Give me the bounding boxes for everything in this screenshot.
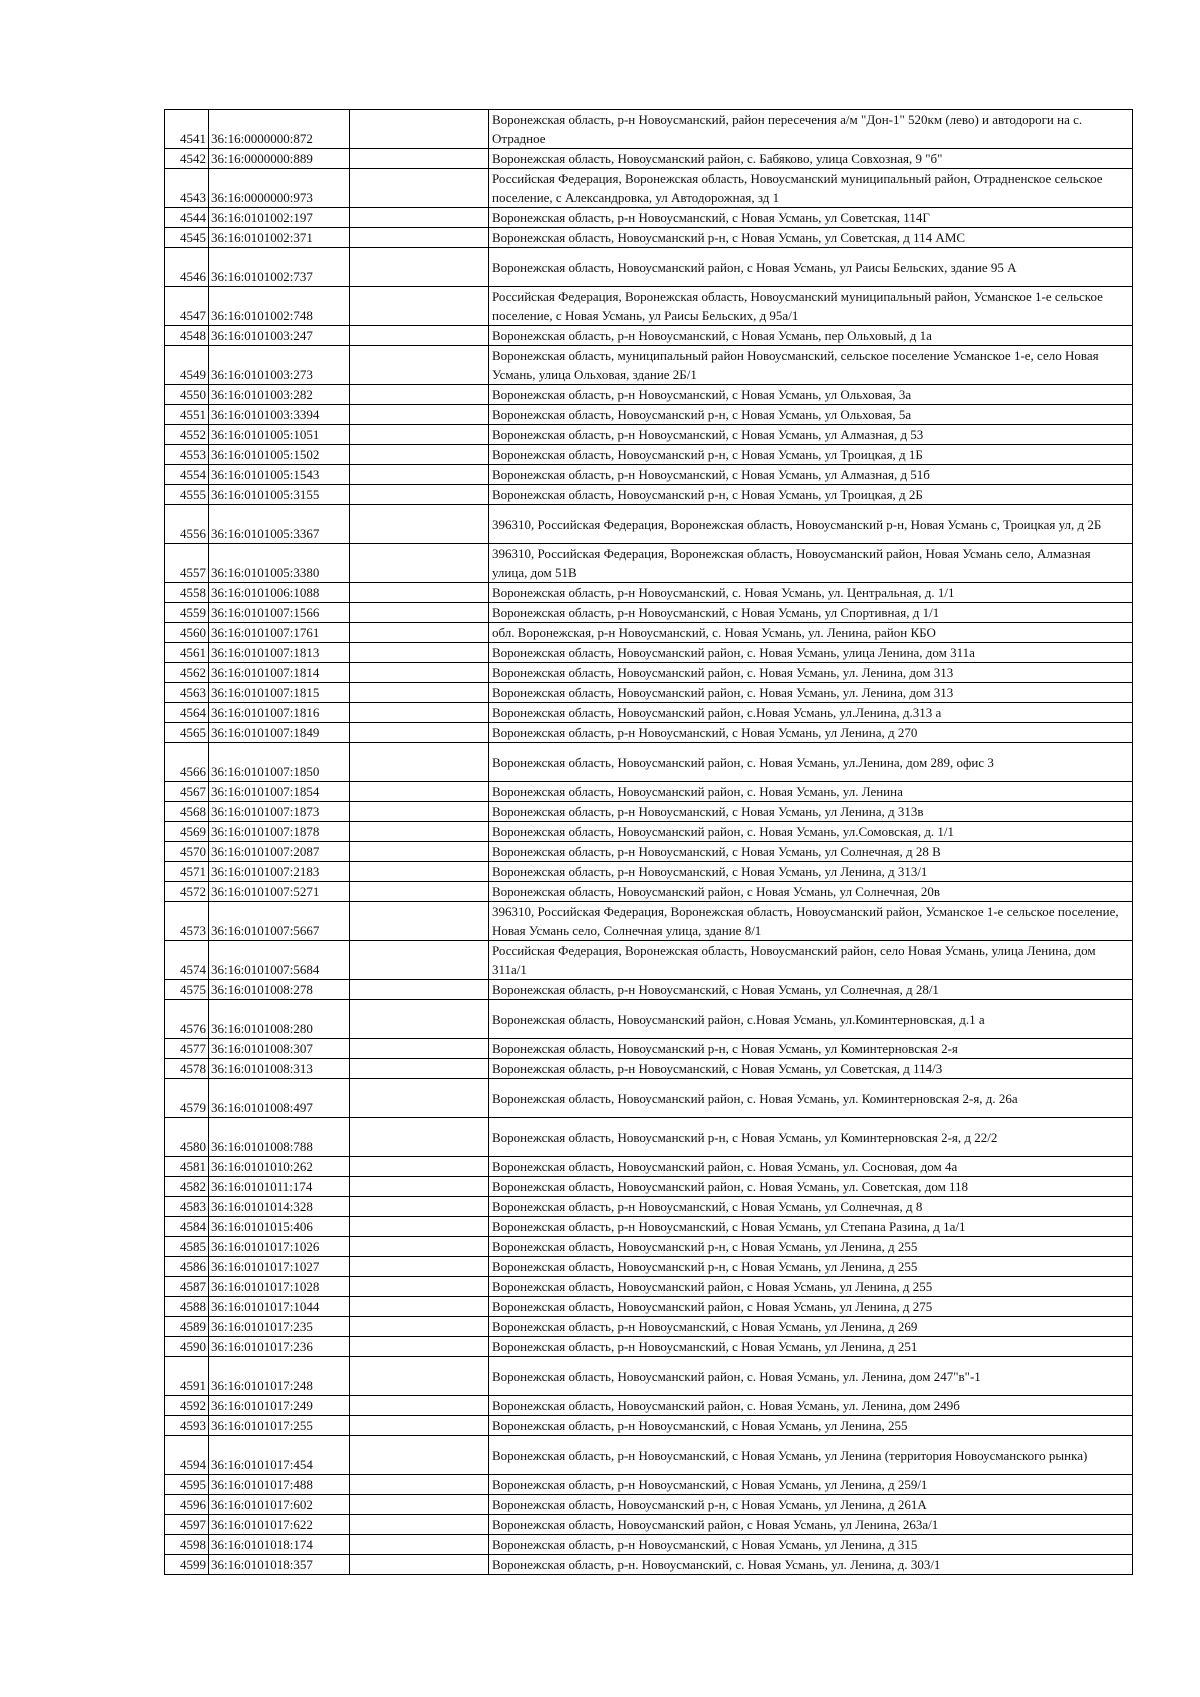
cadastral-number-cell: 36:16:0101003:247 xyxy=(209,326,350,346)
empty-cell xyxy=(350,842,489,862)
table-row xyxy=(165,1396,1133,1416)
empty-cell xyxy=(350,1436,489,1475)
cadastral-number-cell: 36:16:0101005:1543 xyxy=(209,465,350,485)
cadastral-number-cell: 36:16:0101002:737 xyxy=(209,248,350,287)
address-cell: Воронежская область, Новоусманский район, с Новая Усмань, ул Солнечная, 20в xyxy=(489,882,1133,902)
empty-cell xyxy=(350,544,489,583)
address-cell: Российская Федерация, Воронежская область, Новоусманский муниципальный район, Усманское 1-е сельское поселение, с Новая Усмань, ул Раисы Бельских, д 95а/1 xyxy=(489,287,1133,326)
address-cell: Воронежская область, Новоусманский район, с Новая Усмань, ул Раисы Бельских, здание 95 А xyxy=(489,248,1133,287)
row-number-cell: 4566 xyxy=(165,743,209,782)
address-cell: Воронежская область, р-н Новоусманский, с Новая Усмань, ул Ленина, д 269 xyxy=(489,1317,1133,1337)
address-cell: Воронежская область, Новоусманский р-н, с Новая Усмань, ул Троицкая, д 1Б xyxy=(489,445,1133,465)
row-number-cell: 4572 xyxy=(165,882,209,902)
empty-cell xyxy=(350,1000,489,1039)
cadastral-number-cell: 36:16:0101002:748 xyxy=(209,287,350,326)
row-number-cell: 4555 xyxy=(165,485,209,505)
row-number-cell: 4561 xyxy=(165,643,209,663)
cadastral-number-cell: 36:16:0101007:5667 xyxy=(209,902,350,941)
cadastral-number-cell: 36:16:0101007:1854 xyxy=(209,782,350,802)
empty-cell xyxy=(350,425,489,445)
address-cell: Воронежская область, Новоусманский р-н, с Новая Усмань, ул Коминтерновская 2-я, д 22/2 xyxy=(489,1118,1133,1157)
empty-cell xyxy=(350,149,489,169)
empty-cell xyxy=(350,228,489,248)
table-row xyxy=(165,326,1133,346)
address-cell: Воронежская область, Новоусманский район, с. Новая Усмань, ул. Сосновая, дом 4а xyxy=(489,1157,1133,1177)
row-number-cell: 4574 xyxy=(165,941,209,980)
row-number-cell: 4557 xyxy=(165,544,209,583)
row-number-cell: 4543 xyxy=(165,169,209,208)
empty-cell xyxy=(350,1039,489,1059)
table-row xyxy=(165,1197,1133,1217)
row-number-cell: 4599 xyxy=(165,1555,209,1575)
row-number-cell: 4570 xyxy=(165,842,209,862)
row-number-cell: 4549 xyxy=(165,346,209,385)
empty-cell xyxy=(350,1217,489,1237)
cadastral-number-cell: 36:16:0101017:1028 xyxy=(209,1277,350,1297)
empty-cell xyxy=(350,1396,489,1416)
empty-cell xyxy=(350,723,489,743)
row-number-cell: 4565 xyxy=(165,723,209,743)
address-cell: Воронежская область, р-н. Новоусманский, с. Новая Усмань, ул. Ленина, д. 303/1 xyxy=(489,1555,1133,1575)
address-cell: Воронежская область, Новоусманский район, с. Новая Усмань, ул. Ленина, дом 249б xyxy=(489,1396,1133,1416)
table-row xyxy=(165,1495,1133,1515)
address-cell: Воронежская область, Новоусманский район, с Новая Усмань, ул Ленина, 263а/1 xyxy=(489,1515,1133,1535)
address-cell: Воронежская область, р-н Новоусманский, с Новая Усмань, ул Советская, 114Г xyxy=(489,208,1133,228)
address-cell: Воронежская область, Новоусманский р-н, с Новая Усмань, ул Ленина, д 261А xyxy=(489,1495,1133,1515)
address-cell: Российская Федерация, Воронежская область, Новоусманский район, село Новая Усмань, улица Ленина, дом 311а/1 xyxy=(489,941,1133,980)
row-number-cell: 4579 xyxy=(165,1079,209,1118)
cadastral-number-cell: 36:16:0101017:255 xyxy=(209,1416,350,1436)
address-cell: Воронежская область, р-н Новоусманский, с Новая Усмань, ул Солнечная, д 28 В xyxy=(489,842,1133,862)
row-number-cell: 4593 xyxy=(165,1416,209,1436)
row-number-cell: 4559 xyxy=(165,603,209,623)
empty-cell xyxy=(350,703,489,723)
property-register-table xyxy=(164,109,1133,1575)
empty-cell xyxy=(350,643,489,663)
empty-cell xyxy=(350,208,489,228)
cadastral-number-cell: 36:16:0101007:5684 xyxy=(209,941,350,980)
table-row xyxy=(165,110,1133,149)
table-row xyxy=(165,1000,1133,1039)
address-cell: Воронежская область, р-н Новоусманский, с Новая Усмань, ул Солнечная, д 8 xyxy=(489,1197,1133,1217)
address-cell: Воронежская область, Новоусманский район, с Новая Усмань, ул Ленина, д 255 xyxy=(489,1277,1133,1297)
table-row xyxy=(165,1118,1133,1157)
row-number-cell: 4580 xyxy=(165,1118,209,1157)
cadastral-number-cell: 36:16:0101010:262 xyxy=(209,1157,350,1177)
table-row xyxy=(165,1357,1133,1396)
cadastral-number-cell: 36:16:0101005:3380 xyxy=(209,544,350,583)
row-number-cell: 4568 xyxy=(165,802,209,822)
cadastral-number-cell: 36:16:0101017:248 xyxy=(209,1357,350,1396)
empty-cell xyxy=(350,346,489,385)
cadastral-number-cell: 36:16:0101005:1502 xyxy=(209,445,350,465)
empty-cell xyxy=(350,287,489,326)
table-row xyxy=(165,1277,1133,1297)
empty-cell xyxy=(350,505,489,544)
table-row xyxy=(165,1535,1133,1555)
row-number-cell: 4577 xyxy=(165,1039,209,1059)
cadastral-number-cell: 36:16:0101007:1816 xyxy=(209,703,350,723)
table-row xyxy=(165,822,1133,842)
row-number-cell: 4582 xyxy=(165,1177,209,1197)
cadastral-number-cell: 36:16:0101007:1815 xyxy=(209,683,350,703)
empty-cell xyxy=(350,980,489,1000)
table-row xyxy=(165,603,1133,623)
cadastral-number-cell: 36:16:0000000:973 xyxy=(209,169,350,208)
cadastral-number-cell: 36:16:0101002:371 xyxy=(209,228,350,248)
table-row xyxy=(165,1237,1133,1257)
row-number-cell: 4564 xyxy=(165,703,209,723)
cadastral-number-cell: 36:16:0101008:280 xyxy=(209,1000,350,1039)
table-row xyxy=(165,1555,1133,1575)
table-row xyxy=(165,346,1133,385)
empty-cell xyxy=(350,941,489,980)
table-row xyxy=(165,802,1133,822)
cadastral-number-cell: 36:16:0101017:235 xyxy=(209,1317,350,1337)
address-cell: Воронежская область, р-н Новоусманский, с Новая Усмань, ул Ольховая, 3а xyxy=(489,385,1133,405)
empty-cell xyxy=(350,1177,489,1197)
row-number-cell: 4556 xyxy=(165,505,209,544)
table-row xyxy=(165,723,1133,743)
row-number-cell: 4584 xyxy=(165,1217,209,1237)
cadastral-number-cell: 36:16:0101017:454 xyxy=(209,1436,350,1475)
address-cell: Воронежская область, Новоусманский район, с.Новая Усмань, ул.Коминтерновская, д.1 а xyxy=(489,1000,1133,1039)
table-row xyxy=(165,485,1133,505)
cadastral-number-cell: 36:16:0101003:3394 xyxy=(209,405,350,425)
cadastral-number-cell: 36:16:0101008:307 xyxy=(209,1039,350,1059)
table-row xyxy=(165,1475,1133,1495)
empty-cell xyxy=(350,782,489,802)
cadastral-number-cell: 36:16:0101008:497 xyxy=(209,1079,350,1118)
row-number-cell: 4587 xyxy=(165,1277,209,1297)
table-row xyxy=(165,1515,1133,1535)
address-cell: Воронежская область, р-н Новоусманский, с Новая Усмань, ул Солнечная, д 28/1 xyxy=(489,980,1133,1000)
empty-cell xyxy=(350,1337,489,1357)
table-row xyxy=(165,505,1133,544)
table-row xyxy=(165,1157,1133,1177)
empty-cell xyxy=(350,445,489,465)
address-cell: 396310, Российская Федерация, Воронежская область, Новоусманский район, Новая Усмань село, Алмазная улица, дом 51В xyxy=(489,544,1133,583)
cadastral-number-cell: 36:16:0101017:1026 xyxy=(209,1237,350,1257)
row-number-cell: 4569 xyxy=(165,822,209,842)
row-number-cell: 4552 xyxy=(165,425,209,445)
cadastral-number-cell: 36:16:0101005:3367 xyxy=(209,505,350,544)
cadastral-number-cell: 36:16:0101003:273 xyxy=(209,346,350,385)
table-row xyxy=(165,287,1133,326)
row-number-cell: 4558 xyxy=(165,583,209,603)
empty-cell xyxy=(350,663,489,683)
address-cell: Российская Федерация, Воронежская область, Новоусманский муниципальный район, Отрадненское сельское поселение, с Александровка, ул Автодорожная, зд 1 xyxy=(489,169,1133,208)
table-row xyxy=(165,1059,1133,1079)
row-number-cell: 4541 xyxy=(165,110,209,149)
row-number-cell: 4560 xyxy=(165,623,209,643)
table-row xyxy=(165,208,1133,228)
row-number-cell: 4554 xyxy=(165,465,209,485)
row-number-cell: 4578 xyxy=(165,1059,209,1079)
row-number-cell: 4553 xyxy=(165,445,209,465)
empty-cell xyxy=(350,1475,489,1495)
table-row xyxy=(165,842,1133,862)
table-row xyxy=(165,169,1133,208)
empty-cell xyxy=(350,683,489,703)
row-number-cell: 4581 xyxy=(165,1157,209,1177)
table-row xyxy=(165,1177,1133,1197)
address-cell: Воронежская область, Новоусманский район, с. Новая Усмань, ул. Коминтерновская 2-я, д. 26а xyxy=(489,1079,1133,1118)
cadastral-number-cell: 36:16:0101007:5271 xyxy=(209,882,350,902)
table-row xyxy=(165,1416,1133,1436)
address-cell: Воронежская область, р-н Новоусманский, с Новая Усмань, ул Спортивная, д 1/1 xyxy=(489,603,1133,623)
row-number-cell: 4588 xyxy=(165,1297,209,1317)
row-number-cell: 4542 xyxy=(165,149,209,169)
empty-cell xyxy=(350,1535,489,1555)
address-cell: обл. Воронежская, р-н Новоусманский, с. Новая Усмань, ул. Ленина, район КБО xyxy=(489,623,1133,643)
table-row xyxy=(165,1257,1133,1277)
table-row xyxy=(165,882,1133,902)
cadastral-number-cell: 36:16:0101015:406 xyxy=(209,1217,350,1237)
empty-cell xyxy=(350,603,489,623)
address-cell: Воронежская область, Новоусманский район, с. Новая Усмань, ул. Советская, дом 118 xyxy=(489,1177,1133,1197)
cadastral-number-cell: 36:16:0101003:282 xyxy=(209,385,350,405)
address-cell: Воронежская область, Новоусманский район, с. Бабяково, улица Совхозная, 9 "б" xyxy=(489,149,1133,169)
address-cell: Воронежская область, Новоусманский район, с. Новая Усмань, ул. Ленина, дом 313 xyxy=(489,683,1133,703)
table-row xyxy=(165,1436,1133,1475)
table-row xyxy=(165,623,1133,643)
empty-cell xyxy=(350,169,489,208)
row-number-cell: 4592 xyxy=(165,1396,209,1416)
cadastral-number-cell: 36:16:0101007:2087 xyxy=(209,842,350,862)
empty-cell xyxy=(350,1059,489,1079)
address-cell: Воронежская область, Новоусманский район, с. Новая Усмань, ул.Ленина, дом 289, офис 3 xyxy=(489,743,1133,782)
cadastral-number-cell: 36:16:0101017:1027 xyxy=(209,1257,350,1277)
empty-cell xyxy=(350,862,489,882)
table-row xyxy=(165,583,1133,603)
table-row xyxy=(165,544,1133,583)
table-row xyxy=(165,980,1133,1000)
address-cell: Воронежская область, Новоусманский р-н, с Новая Усмань, ул Ленина, д 255 xyxy=(489,1257,1133,1277)
address-cell: Воронежская область, р-н Новоусманский, с Новая Усмань, ул Ленина, д 251 xyxy=(489,1337,1133,1357)
row-number-cell: 4575 xyxy=(165,980,209,1000)
address-cell: 396310, Российская Федерация, Воронежская область, Новоусманский район, Усманское 1-е сельское поселение, Новая Усмань село, Солнечная улица, здание 8/1 xyxy=(489,902,1133,941)
table-row xyxy=(165,1079,1133,1118)
address-cell: Воронежская область, р-н Новоусманский, с Новая Усмань, ул Ленина, д 315 xyxy=(489,1535,1133,1555)
row-number-cell: 4586 xyxy=(165,1257,209,1277)
table-row xyxy=(165,663,1133,683)
cadastral-number-cell: 36:16:0101017:488 xyxy=(209,1475,350,1495)
cadastral-number-cell: 36:16:0101007:1566 xyxy=(209,603,350,623)
table-row xyxy=(165,405,1133,425)
address-cell: Воронежская область, Новоусманский район, с. Новая Усмань, ул.Сомовская, д. 1/1 xyxy=(489,822,1133,842)
empty-cell xyxy=(350,1197,489,1217)
row-number-cell: 4594 xyxy=(165,1436,209,1475)
address-cell: Воронежская область, р-н Новоусманский, с Новая Усмань, пер Ольховый, д 1а xyxy=(489,326,1133,346)
row-number-cell: 4573 xyxy=(165,902,209,941)
address-cell: Воронежская область, р-н Новоусманский, с Новая Усмань, ул Советская, д 114/3 xyxy=(489,1059,1133,1079)
cadastral-number-cell: 36:16:0101007:1813 xyxy=(209,643,350,663)
empty-cell xyxy=(350,1277,489,1297)
cadastral-number-cell: 36:16:0101005:3155 xyxy=(209,485,350,505)
cadastral-number-cell: 36:16:0000000:889 xyxy=(209,149,350,169)
cadastral-number-cell: 36:16:0101014:328 xyxy=(209,1197,350,1217)
row-number-cell: 4567 xyxy=(165,782,209,802)
row-number-cell: 4571 xyxy=(165,862,209,882)
address-cell: Воронежская область, р-н Новоусманский, с Новая Усмань, ул Алмазная, д 53 xyxy=(489,425,1133,445)
row-number-cell: 4545 xyxy=(165,228,209,248)
address-cell: Воронежская область, р-н Новоусманский, с. Новая Усмань, ул. Центральная, д. 1/1 xyxy=(489,583,1133,603)
address-cell: Воронежская область, Новоусманский р-н, с Новая Усмань, ул Ольховая, 5а xyxy=(489,405,1133,425)
empty-cell xyxy=(350,623,489,643)
cadastral-number-cell: 36:16:0101011:174 xyxy=(209,1177,350,1197)
row-number-cell: 4548 xyxy=(165,326,209,346)
empty-cell xyxy=(350,882,489,902)
cadastral-number-cell: 36:16:0101017:236 xyxy=(209,1337,350,1357)
empty-cell xyxy=(350,1495,489,1515)
cadastral-number-cell: 36:16:0101017:249 xyxy=(209,1396,350,1416)
address-cell: Воронежская область, Новоусманский р-н, с Новая Усмань, ул Ленина, д 255 xyxy=(489,1237,1133,1257)
row-number-cell: 4546 xyxy=(165,248,209,287)
address-cell: Воронежская область, р-н Новоусманский, с Новая Усмань, ул Алмазная, д 51б xyxy=(489,465,1133,485)
empty-cell xyxy=(350,485,489,505)
row-number-cell: 4596 xyxy=(165,1495,209,1515)
empty-cell xyxy=(350,1555,489,1575)
table-row xyxy=(165,1217,1133,1237)
empty-cell xyxy=(350,1257,489,1277)
address-cell: Воронежская область, Новоусманский р-н, с Новая Усмань, ул Троицкая, д 2Б xyxy=(489,485,1133,505)
empty-cell xyxy=(350,1317,489,1337)
empty-cell xyxy=(350,1515,489,1535)
empty-cell xyxy=(350,1297,489,1317)
address-cell: Воронежская область, Новоусманский район, с Новая Усмань, ул Ленина, д 275 xyxy=(489,1297,1133,1317)
row-number-cell: 4585 xyxy=(165,1237,209,1257)
address-cell: Воронежская область, муниципальный район Новоусманский, сельское поселение Усманское 1-е, село Новая Усмань, улица Ольховая, здание 2Б/1 xyxy=(489,346,1133,385)
address-cell: Воронежская область, Новоусманский р-н, с Новая Усмань, ул Коминтерновская 2-я xyxy=(489,1039,1133,1059)
empty-cell xyxy=(350,583,489,603)
cadastral-number-cell: 36:16:0101008:313 xyxy=(209,1059,350,1079)
cadastral-number-cell: 36:16:0101006:1088 xyxy=(209,583,350,603)
address-cell: Воронежская область, Новоусманский район, с. Новая Усмань, ул. Ленина xyxy=(489,782,1133,802)
cadastral-number-cell: 36:16:0101007:1814 xyxy=(209,663,350,683)
table-row xyxy=(165,445,1133,465)
address-cell: Воронежская область, р-н Новоусманский, с Новая Усмань, ул Ленина, д 270 xyxy=(489,723,1133,743)
cadastral-number-cell: 36:16:0101018:357 xyxy=(209,1555,350,1575)
table-row xyxy=(165,425,1133,445)
row-number-cell: 4562 xyxy=(165,663,209,683)
address-cell: Воронежская область, р-н Новоусманский, с Новая Усмань, ул Ленина, 255 xyxy=(489,1416,1133,1436)
cadastral-number-cell: 36:16:0101007:1873 xyxy=(209,802,350,822)
address-cell: 396310, Российская Федерация, Воронежская область, Новоусманский р-н, Новая Усмань с, Троицкая ул, д 2Б xyxy=(489,505,1133,544)
table-row xyxy=(165,385,1133,405)
cadastral-number-cell: 36:16:0101007:1849 xyxy=(209,723,350,743)
cadastral-number-cell: 36:16:0101007:1850 xyxy=(209,743,350,782)
table-row xyxy=(165,902,1133,941)
empty-cell xyxy=(350,1416,489,1436)
table-row xyxy=(165,465,1133,485)
empty-cell xyxy=(350,902,489,941)
empty-cell xyxy=(350,110,489,149)
cadastral-number-cell: 36:16:0101007:1761 xyxy=(209,623,350,643)
table-row xyxy=(165,941,1133,980)
empty-cell xyxy=(350,1079,489,1118)
row-number-cell: 4550 xyxy=(165,385,209,405)
register-body xyxy=(165,110,1133,1575)
row-number-cell: 4583 xyxy=(165,1197,209,1217)
table-row xyxy=(165,1317,1133,1337)
empty-cell xyxy=(350,1237,489,1257)
address-cell: Воронежская область, р-н Новоусманский, с Новая Усмань, ул Ленина (территория Новоусманского рынка) xyxy=(489,1436,1133,1475)
address-cell: Воронежская область, Новоусманский район, с.Новая Усмань, ул.Ленина, д.313 а xyxy=(489,703,1133,723)
cadastral-number-cell: 36:16:0101007:2183 xyxy=(209,862,350,882)
row-number-cell: 4544 xyxy=(165,208,209,228)
row-number-cell: 4591 xyxy=(165,1357,209,1396)
table-row xyxy=(165,683,1133,703)
empty-cell xyxy=(350,1118,489,1157)
cadastral-number-cell: 36:16:0101007:1878 xyxy=(209,822,350,842)
address-cell: Воронежская область, р-н Новоусманский, с Новая Усмань, ул Степана Разина, д 1а/1 xyxy=(489,1217,1133,1237)
cadastral-number-cell: 36:16:0101017:1044 xyxy=(209,1297,350,1317)
address-cell: Воронежская область, р-н Новоусманский, район пересечения а/м "Дон-1" 520км (лево) и автодороги на с. Отрадное xyxy=(489,110,1133,149)
row-number-cell: 4597 xyxy=(165,1515,209,1535)
table-row xyxy=(165,1297,1133,1317)
cadastral-number-cell: 36:16:0101018:174 xyxy=(209,1535,350,1555)
row-number-cell: 4589 xyxy=(165,1317,209,1337)
empty-cell xyxy=(350,822,489,842)
row-number-cell: 4595 xyxy=(165,1475,209,1495)
cadastral-number-cell: 36:16:0101008:788 xyxy=(209,1118,350,1157)
table-row xyxy=(165,228,1133,248)
empty-cell xyxy=(350,1157,489,1177)
table-row xyxy=(165,703,1133,723)
cadastral-number-cell: 36:16:0101005:1051 xyxy=(209,425,350,445)
table-row xyxy=(165,862,1133,882)
address-cell: Воронежская область, р-н Новоусманский, с Новая Усмань, ул Ленина, д 313/1 xyxy=(489,862,1133,882)
empty-cell xyxy=(350,385,489,405)
row-number-cell: 4551 xyxy=(165,405,209,425)
row-number-cell: 4576 xyxy=(165,1000,209,1039)
empty-cell xyxy=(350,802,489,822)
address-cell: Воронежская область, р-н Новоусманский, с Новая Усмань, ул Ленина, д 313в xyxy=(489,802,1133,822)
table-row xyxy=(165,149,1133,169)
address-cell: Воронежская область, Новоусманский район, с. Новая Усмань, ул. Ленина, дом 313 xyxy=(489,663,1133,683)
cadastral-number-cell: 36:16:0101017:622 xyxy=(209,1515,350,1535)
address-cell: Воронежская область, р-н Новоусманский, с Новая Усмань, ул Ленина, д 259/1 xyxy=(489,1475,1133,1495)
address-cell: Воронежская область, Новоусманский район, с. Новая Усмань, улица Ленина, дом 311а xyxy=(489,643,1133,663)
table-row xyxy=(165,782,1133,802)
empty-cell xyxy=(350,326,489,346)
empty-cell xyxy=(350,465,489,485)
empty-cell xyxy=(350,405,489,425)
row-number-cell: 4547 xyxy=(165,287,209,326)
empty-cell xyxy=(350,1357,489,1396)
empty-cell xyxy=(350,248,489,287)
cadastral-number-cell: 36:16:0101008:278 xyxy=(209,980,350,1000)
table-row xyxy=(165,1337,1133,1357)
address-cell: Воронежская область, Новоусманский район, с. Новая Усмань, ул. Ленина, дом 247"в"-1 xyxy=(489,1357,1133,1396)
cadastral-number-cell: 36:16:0000000:872 xyxy=(209,110,350,149)
row-number-cell: 4563 xyxy=(165,683,209,703)
row-number-cell: 4598 xyxy=(165,1535,209,1555)
address-cell: Воронежская область, Новоусманский р-н, с Новая Усмань, ул Советская, д 114 АМС xyxy=(489,228,1133,248)
table-row xyxy=(165,248,1133,287)
table-row xyxy=(165,743,1133,782)
table-row xyxy=(165,643,1133,663)
table-row xyxy=(165,1039,1133,1059)
cadastral-number-cell: 36:16:0101017:602 xyxy=(209,1495,350,1515)
cadastral-number-cell: 36:16:0101002:197 xyxy=(209,208,350,228)
row-number-cell: 4590 xyxy=(165,1337,209,1357)
empty-cell xyxy=(350,743,489,782)
